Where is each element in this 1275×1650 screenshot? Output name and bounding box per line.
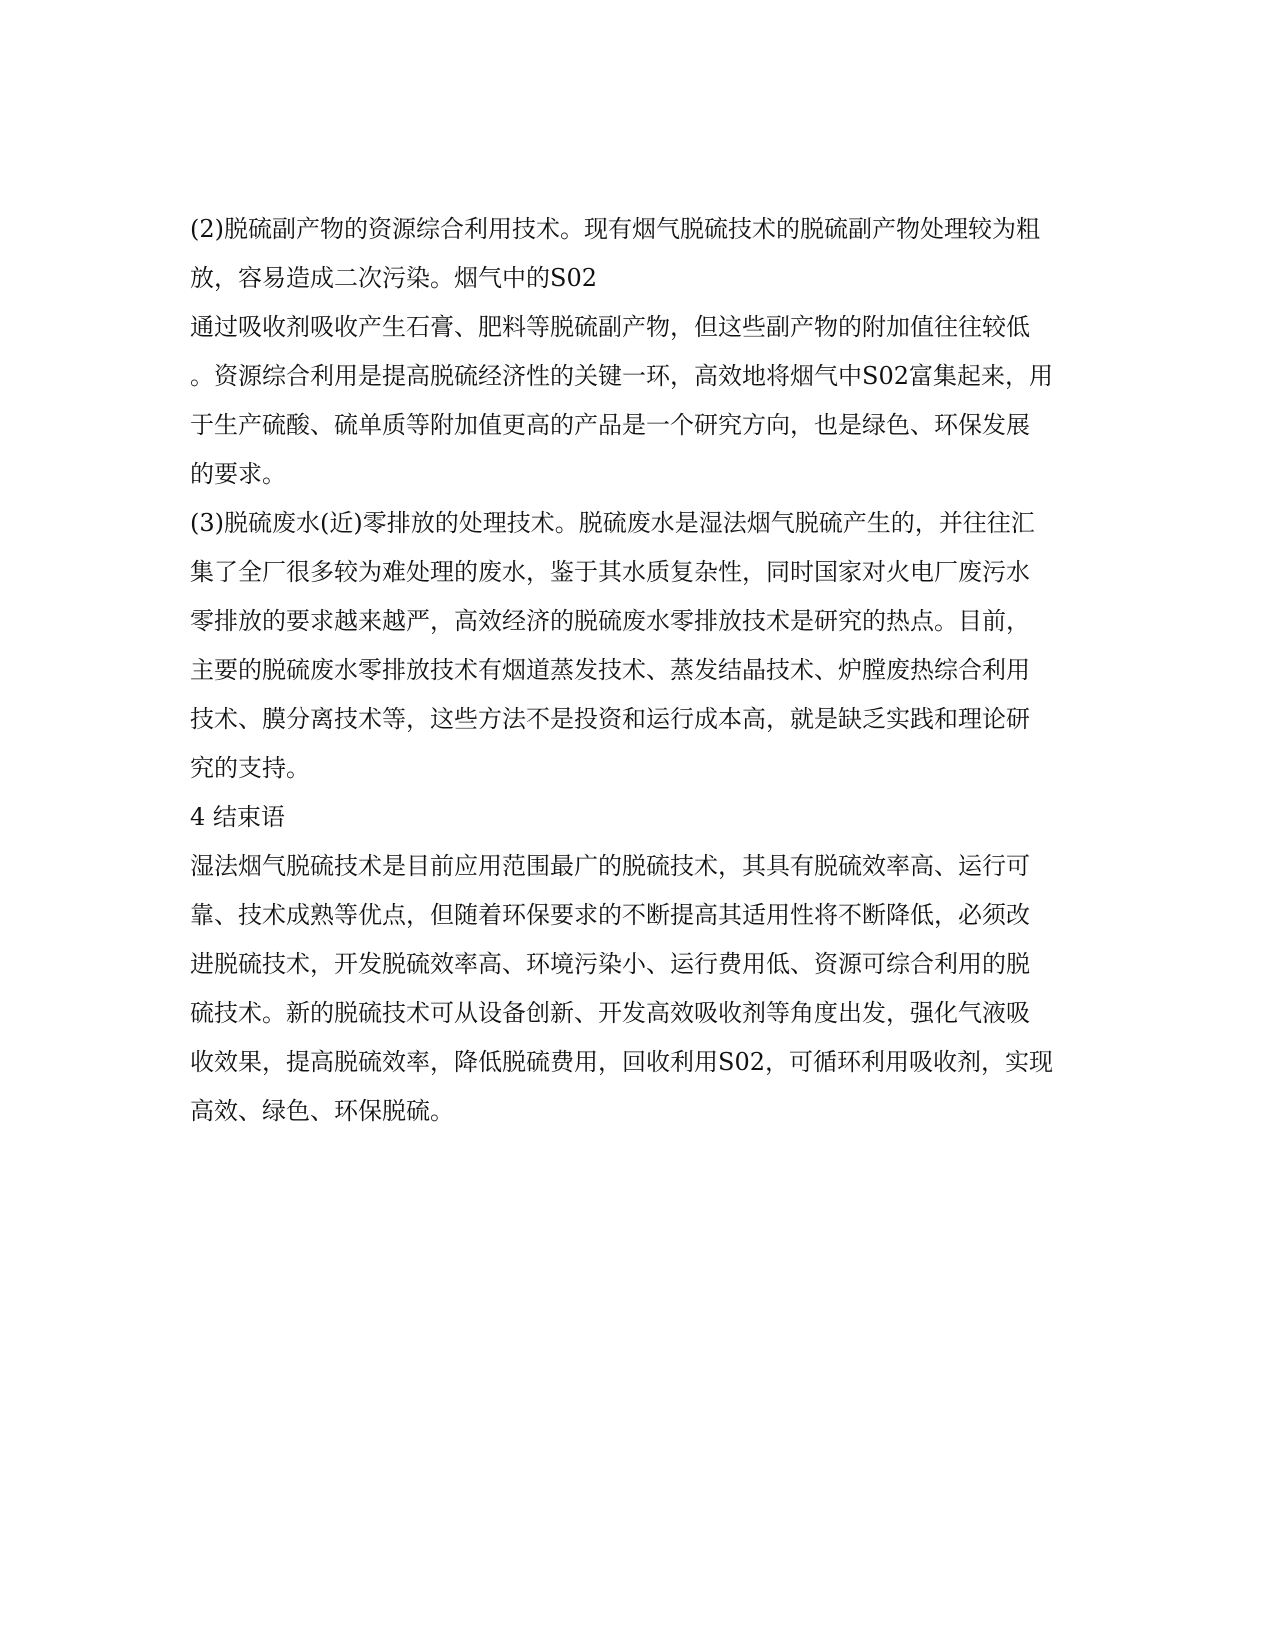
paragraph-3-line: 究的支持。 xyxy=(190,754,310,782)
paragraph-2-line: (2)脱硫副产物的资源综合利用技术。现有烟气脱硫技术的脱硫副产物处理较为粗 xyxy=(190,215,1040,243)
paragraph-2-line: 放，容易造成二次污染。烟气中的S02 xyxy=(190,264,597,292)
conclusion-line: 靠、技术成熟等优点，但随着环保要求的不断提高其适用性将不断降低，必须改 xyxy=(190,901,1030,929)
document-body xyxy=(190,205,1080,1136)
section-heading: 4 结束语 xyxy=(190,803,285,831)
conclusion-line: 进脱硫技术，开发脱硫效率高、环境污染小、运行费用低、资源可综合利用的脱 xyxy=(190,950,1030,978)
paragraph-2-line: 通过吸收剂吸收产生石膏、肥料等脱硫副产物，但这些副产物的附加值往往较低 xyxy=(190,313,1030,341)
paragraph-3-line: (3)脱硫废水(近)零排放的处理技术。脱硫废水是湿法烟气脱硫产生的，并往往汇 xyxy=(190,509,1035,537)
conclusion-line: 湿法烟气脱硫技术是目前应用范围最广的脱硫技术，其具有脱硫效率高、运行可 xyxy=(190,852,1030,880)
paragraph-3-line: 集了全厂很多较为难处理的废水，鉴于其水质复杂性，同时国家对火电厂废污水 xyxy=(190,558,1030,586)
paragraph-3-line: 零排放的要求越来越严，高效经济的脱硫废水零排放技术是研究的热点。目前， xyxy=(190,607,1030,635)
conclusion-line: 收效果，提高脱硫效率，降低脱硫费用，回收利用S02，可循环利用吸收剂，实现 xyxy=(190,1048,1053,1076)
paragraph-2-line: 于生产硫酸、硫单质等附加值更高的产品是一个研究方向，也是绿色、环保发展 xyxy=(190,411,1030,439)
paragraph-3-line: 技术、膜分离技术等，这些方法不是投资和运行成本高，就是缺乏实践和理论研 xyxy=(190,705,1030,733)
paragraph-3-line: 主要的脱硫废水零排放技术有烟道蒸发技术、蒸发结晶技术、炉膛废热综合利用 xyxy=(190,656,1030,684)
conclusion-line: 高效、绿色、环保脱硫。 xyxy=(190,1097,454,1125)
paragraph-2-line: 的要求。 xyxy=(190,460,286,488)
conclusion-line: 硫技术。新的脱硫技术可从设备创新、开发高效吸收剂等角度出发，强化气液吸 xyxy=(190,999,1030,1027)
paragraph-2-line: 。资源综合利用是提高脱硫经济性的关键一环，高效地将烟气中S02富集起来，用 xyxy=(190,362,1053,390)
